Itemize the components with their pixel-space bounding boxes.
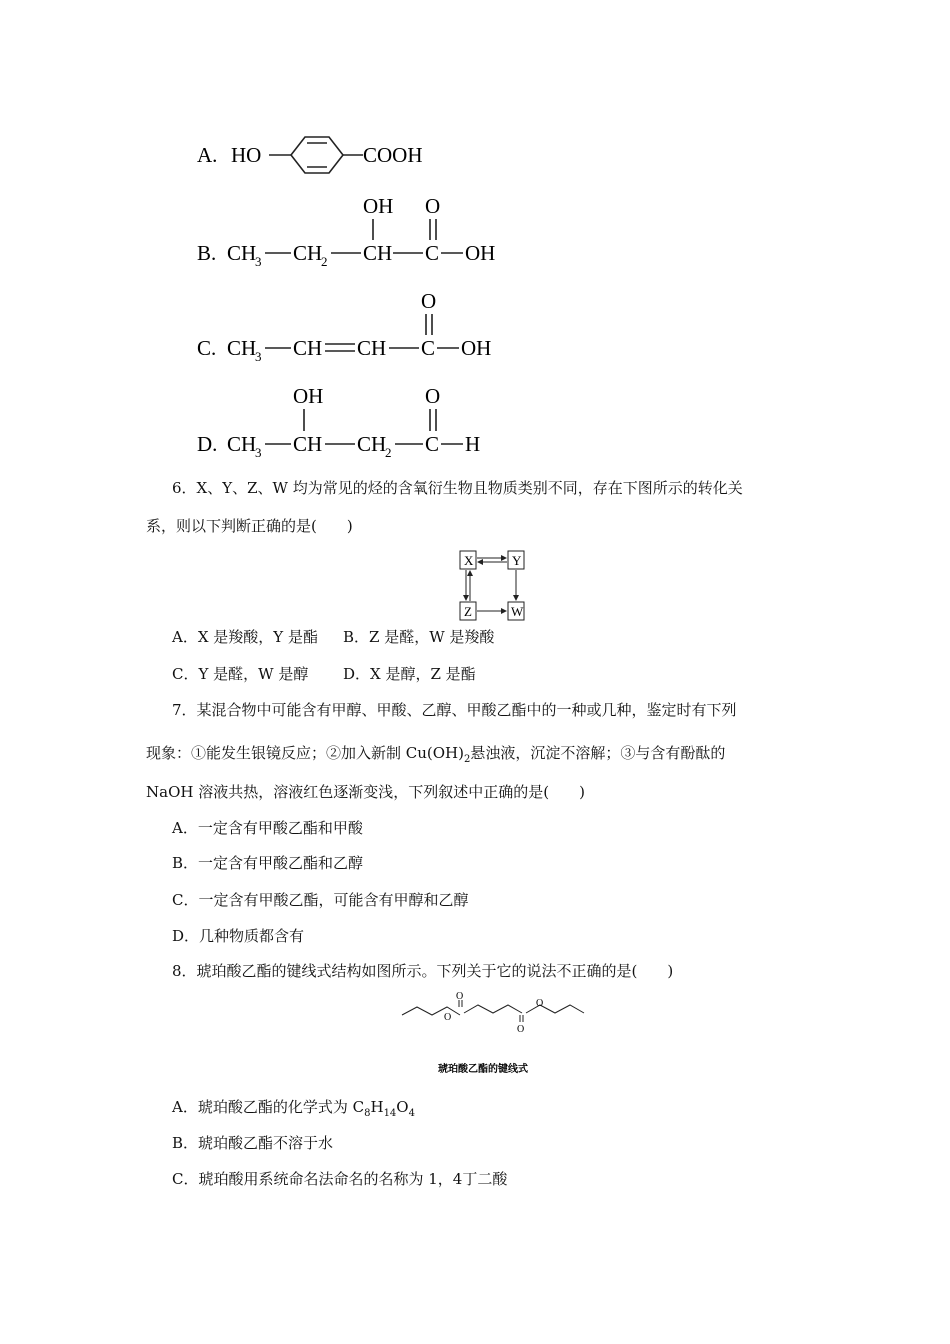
q5-c-sub3: 3	[255, 349, 262, 364]
q5-b-ch3: CH	[227, 241, 257, 265]
q8-sub-c: 8	[364, 1108, 371, 1119]
q6-option-d: D．X 是醇，Z 是酯	[343, 665, 476, 683]
diagram-z: Z	[464, 604, 472, 619]
q8-o-ester-left: O	[444, 1012, 452, 1023]
q5-b-sub2: 2	[321, 254, 328, 269]
q6-diagram-svg	[454, 548, 530, 624]
q7-option-a: A．一定含有甲酸乙酯和甲酸	[172, 819, 363, 837]
q5-a-cooh: COOH	[363, 143, 423, 167]
q5-d-ch: CH	[293, 432, 323, 456]
q5-c-o-top: O	[421, 289, 437, 313]
q8-sub-h: 14	[383, 1108, 397, 1119]
q7-option-b: B．一定含有甲酸乙酯和乙醇	[172, 854, 364, 872]
q5-option-a	[197, 136, 457, 176]
q8-o: O	[396, 1098, 409, 1116]
q8-option-a	[172, 1097, 415, 1124]
q7-stem-line2b: 悬浊液，沉淀不溶解；③与含有酚酞的	[470, 744, 726, 762]
q5-d-label: D.	[197, 432, 218, 456]
q5-d-c: C	[425, 432, 440, 456]
q8-option-b: B．琥珀酸乙酯不溶于水	[172, 1134, 334, 1152]
q8-stem: 8．琥珀酸乙酯的键线式结构如图所示。下列关于它的说法不正确的是( )	[172, 962, 674, 980]
q5-d-o-top: O	[425, 384, 441, 408]
q5-b-oh-top: OH	[363, 194, 394, 218]
q8-option-a-text: A．琥珀酸乙酯的化学式为 C	[172, 1098, 365, 1116]
q8-o-ester-right: O	[536, 998, 544, 1009]
q5-option-a-structure	[197, 136, 457, 176]
q5-b-ch: CH	[363, 241, 393, 265]
q5-d-sub3: 3	[255, 445, 262, 460]
q8-skeletal-formula	[398, 992, 588, 1078]
q5-d-h: H	[465, 432, 481, 456]
diagram-w: W	[511, 604, 524, 619]
q7-option-c: C．一定含有甲酸乙酯，可能含有甲醇和乙醇	[172, 891, 469, 909]
q8-sub-o: 4	[408, 1108, 415, 1119]
q5-d-ch3: CH	[227, 432, 257, 456]
q6-stem-line2: 系，则以下判断正确的是( )	[146, 517, 353, 535]
q5-b-oh: OH	[465, 241, 496, 265]
q5-b-o-top: O	[425, 194, 441, 218]
q7-stem-line2a: 现象：①能发生银镜反应；②加入新制 Cu(OH)	[146, 744, 464, 762]
q6-option-b: B．Z 是醛，W 是羧酸	[343, 628, 495, 646]
q8-o-top: O	[456, 992, 464, 1002]
q5-b-label: B.	[197, 241, 217, 265]
q6-option-a: A．X 是羧酸，Y 是酯	[172, 628, 318, 646]
q8-option-c: C．琥珀酸用系统命名法命名的名称为 1，4丁二酸	[172, 1170, 508, 1188]
q5-c-ch-2: CH	[357, 336, 387, 360]
q5-d-sub2: 2	[385, 445, 392, 460]
q6-stem-line1: 6．X、Y、Z、W 均为常见的烃的含氧衍生物且物质类别不同，存在下图所示的转化关	[172, 479, 743, 497]
q7-stem-sub: 2	[464, 754, 471, 765]
q7-stem-line3: NaOH 溶液共热，溶液红色逐渐变浅，下列叙述中正确的是( )	[146, 783, 585, 801]
q5-option-d-structure	[197, 381, 517, 463]
q5-d-ch2: CH	[357, 432, 387, 456]
q5-a-label: A.	[197, 143, 218, 167]
q5-option-b-structure	[197, 192, 517, 272]
q5-b-ch2: CH	[293, 241, 323, 265]
q7-stem-line2	[146, 743, 725, 770]
q5-c-oh: OH	[461, 336, 492, 360]
q5-c-ch3: CH	[227, 336, 257, 360]
diagram-x: X	[464, 553, 474, 568]
q8-o-bottom: O	[517, 1024, 525, 1035]
q5-b-sub3: 3	[255, 254, 262, 269]
q5-c-c: C	[421, 336, 436, 360]
q7-stem-line1: 7．某混合物中可能含有甲醇、甲酸、乙醇、甲酸乙酯中的一种或几种，鉴定时有下列	[172, 701, 737, 719]
q6-conversion-diagram	[454, 548, 530, 624]
q8-h: H	[370, 1098, 384, 1116]
q5-c-ch-1: CH	[293, 336, 323, 360]
q5-option-c	[197, 288, 517, 368]
q6-option-c: C．Y 是醛，W 是醇	[172, 665, 309, 683]
q5-b-c: C	[425, 241, 440, 265]
q5-c-label: C.	[197, 336, 217, 360]
q5-d-oh-top: OH	[293, 384, 324, 408]
q8-caption: 琥珀酸乙酯的键线式	[438, 1064, 528, 1075]
diagram-y: Y	[512, 553, 522, 568]
q7-option-d: D．几种物质都含有	[172, 927, 305, 945]
q5-option-d	[197, 381, 517, 463]
q5-a-ho: HO	[231, 143, 262, 167]
q5-option-b	[197, 192, 517, 272]
q8-skeletal-svg	[398, 992, 588, 1078]
q5-option-c-structure	[197, 288, 517, 368]
